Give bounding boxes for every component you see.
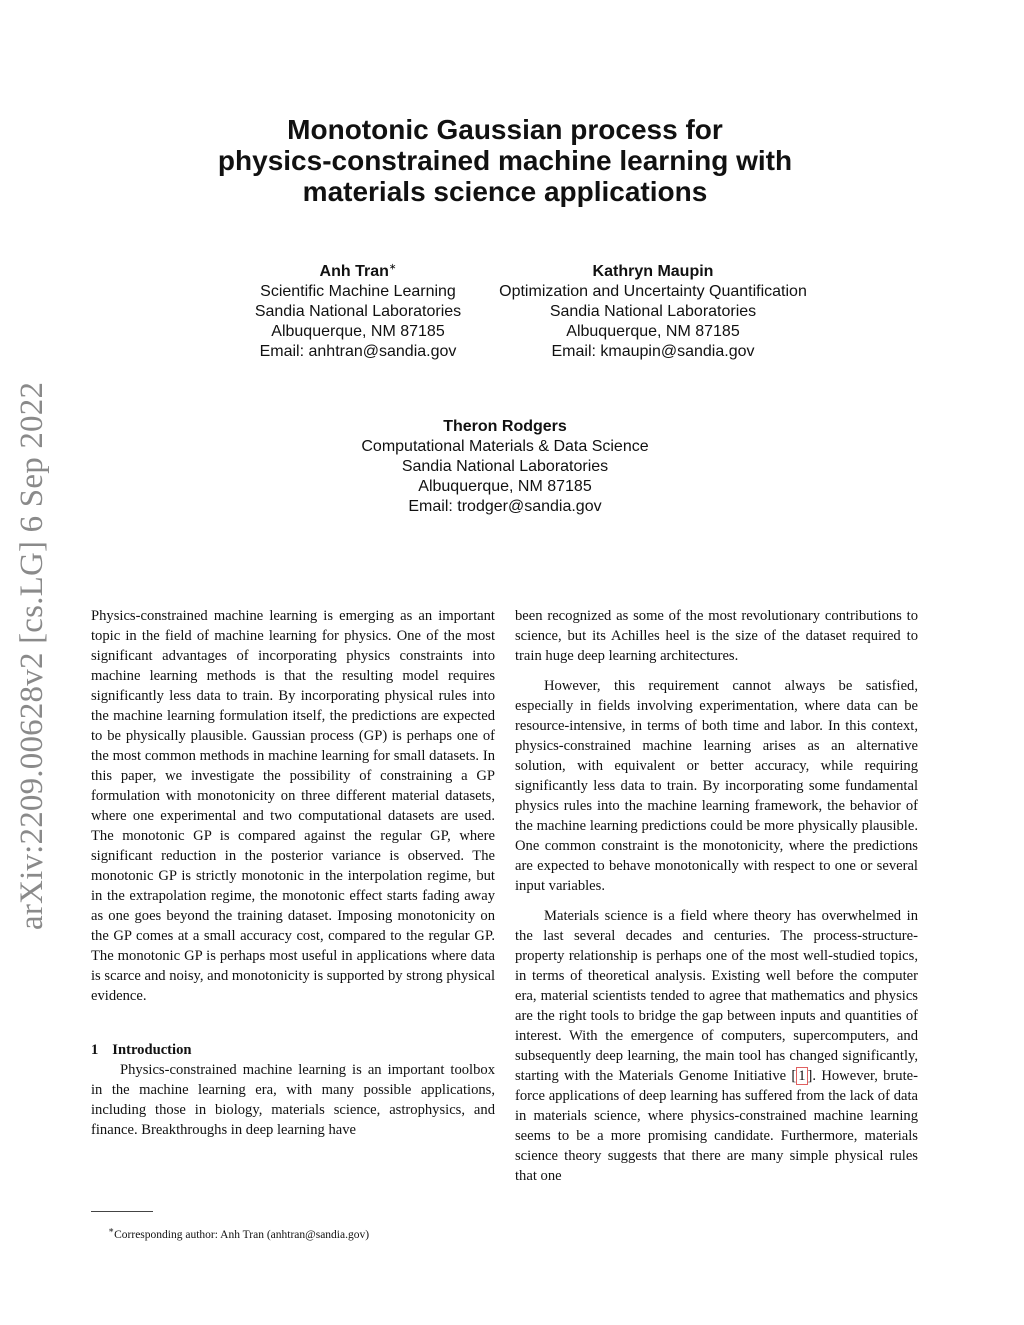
footnote-divider [91,1211,153,1212]
author-email[interactable]: Email: anhtran@sandia.gov [259,343,457,360]
footnote [108,1225,370,1242]
author-block [330,417,680,517]
author-address: Albuquerque, NM 87185 [566,323,740,340]
author-address: Albuquerque, NM 87185 [271,323,445,340]
arxiv-identifier: arXiv:2209.00628v2 [cs.LG] 6 Sep 2022 [14,381,50,930]
author-email[interactable]: Email: trodger@sandia.gov [408,498,602,515]
footnote-mark: ∗ [108,1225,115,1236]
author-name: Theron Rodgers [443,418,567,435]
title-line: physics-constrained machine learning with [217,145,793,176]
left-column [91,606,495,1140]
section-number: 1 [91,1042,99,1058]
author-name: Anh Tran [319,263,389,280]
citation-link[interactable]: 1 [798,1068,806,1084]
author-affiliation: Scientific Machine Learning [260,283,456,300]
paper-title [150,114,860,207]
author-institution: Sandia National Laboratories [549,303,757,320]
paragraph: Physics-constrained machine learning is an important toolbox in the machine learning era, with many possible applications, including those in biology, materials science, astrophysics, and finance. Breakthroughs in deep learning have [91,1062,495,1138]
title-line: materials science applications [302,176,708,207]
author-institution: Sandia National Laboratories [401,458,609,475]
author-institution: Sandia National Laboratories [254,303,462,320]
abstract: Physics-constrained machine learning is emerging as an important topic in the field of machine learning for physics. One of the most significant advantages of incorporating physics constraints into machine learning methods is that the resulting model requires significantly less data to train. By incorporating physical rules into the machine learning formulation itself, the predictions are expected to be physically plausible. Gaussian process (GP) is perhaps one of the most common methods in machine learning for small datasets. In this paper, we investigate the possibility of constraining a GP formulation with monotonicity on three different material datasets, where one experimental and two computational datasets are used. The monotonic GP is compared against the regular GP, where significant reduction in the posterior variance is observed. The monotonic GP is strictly monotonic in the interpolation regime, but in the extrapolation regime, the monotonic effect starts fading away as one goes beyond the training dataset. Imposing monotonicity on the GP comes at a small accuracy cost, compared to the regular GP. The monotonic GP is perhaps most useful in applications where data is scarce and noisy, and monotonicity is supported by strong physical evidence. [91,608,495,1004]
paragraph: However, this requirement cannot always be satisfied, especially in fields involving experimentation, where data can be resource-intensive, in terms of both time and labor. In this context, physics-constrained machine learning arises as an alternative solution, with equivalent or better accuracy, while requiring significantly less data to train. By incorporating some fundamental physics rules into the machine learning framework, the behavior of the machine learning predictions could be more physically plausible. One common constraint is the monotonicity, where the predictions are expected to behave monotonically with respect to one or several input variables. [515,678,918,894]
paragraph: Materials science is a field where theory has overwhelmed in the last several decades and centuries. The process-structure-property relationship is perhaps one of the most well-studied topics, in terms of theoretical analysis. Existing well before the computer era, material scientists tended to agree that mathematics and physics are the right tools to bridge the gap between inputs and quantities of interest. With the emergence of computers, supercomputers, and subsequently deep learning, the main tool has changed significantly, starting with the Materials Genome Initiative [ 1 ]. However, brute-force applications of deep learning has suffered from the lack of data in materials science, where physics-constrained machine learning seems to be a more promising candidate. Furthermore, materials science theory suggests that there are many simple physical rules that one [515,908,918,1184]
corresponding-author-mark: ∗ [388,261,397,272]
author-block [486,262,820,362]
author-email[interactable]: Email: kmaupin@sandia.gov [551,343,755,360]
paragraph-text: . However, brute-force applications of deep learning has suffered from the lack of data in materials science, where physics-constrained machine learning seems to be a more promising candidate. Furthermore, materials science theory suggests that there are many simple physical rules that one [515,1068,918,1184]
author-name: Kathryn Maupin [592,263,714,280]
author-affiliation: Computational Materials & Data Science [361,438,649,455]
author-block [232,262,484,362]
section-heading [91,1040,495,1060]
right-column [515,606,918,1186]
footnote-text: Corresponding author: Anh Tran (anhtran@sandia.gov) [114,1229,370,1241]
section-title: Introduction [112,1042,192,1058]
author-address: Albuquerque, NM 87185 [418,478,592,495]
paragraph-continued: been recognized as some of the most revolutionary contributions to science, but its Achilles heel is the size of the dataset required to train huge deep learning architectures. [515,608,918,664]
paragraph-text: Materials science is a field where theory has overwhelmed in the last several decades and centuries. The process-structure-property relationship is perhaps one of the most well-studied topics, in terms of theoretical analysis. Existing well before the computer era, material scientists tended to agree that mathematics and physics are the right tools to bridge the gap between inputs and quantities of interest. With the emergence of computers, supercomputers, and subsequently deep learning, the main tool has changed significantly, starting with the Materials Genome Initiative [515,908,918,1084]
author-affiliation: Optimization and Uncertainty Quantification [499,283,807,300]
title-line: Monotonic Gaussian process for [287,114,723,145]
